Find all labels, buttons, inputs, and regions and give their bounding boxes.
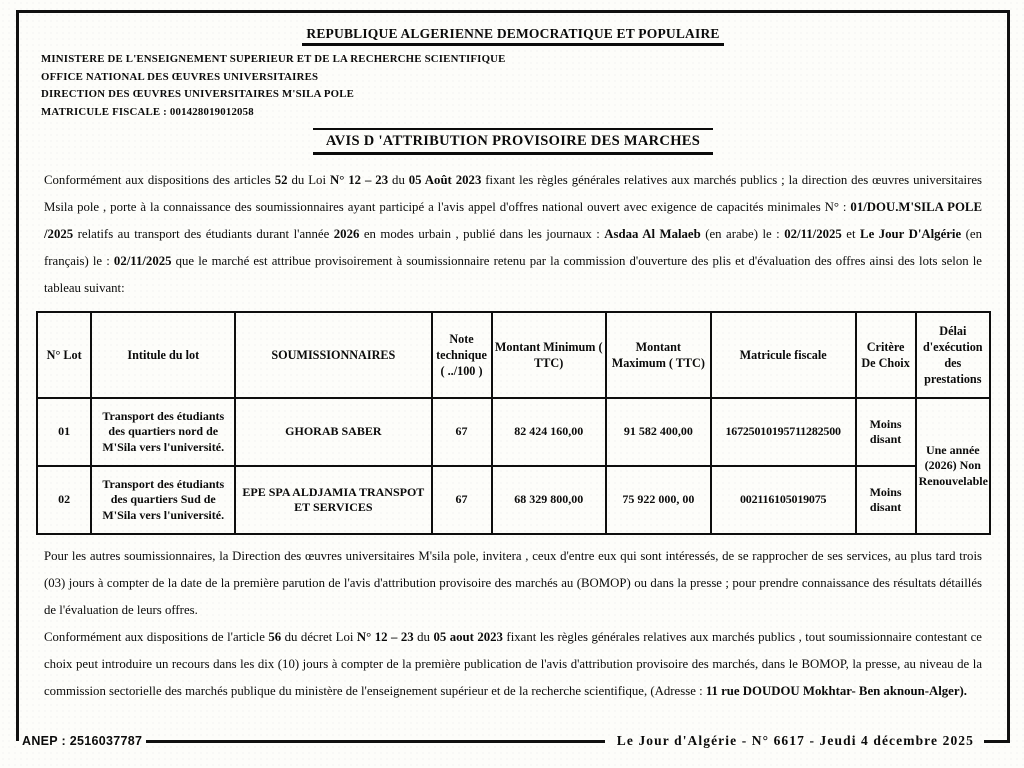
- table-row-lot-01: [37, 398, 990, 466]
- anep-number: ANEP : 2516037787: [22, 734, 143, 748]
- matricule-fiscale: 16725010195711282500: [711, 398, 856, 466]
- header-montant-max: Montant Maximum ( TTC): [606, 312, 711, 398]
- table-header-row: [37, 312, 990, 398]
- intro-paragraph: Conformément aux dispositions des articles 52 du Loi N° 12 – 23 du 05 Août 2023 fixant les règles générales relatives aux marchés publics ; la direction des œuvres universitaires Msila pole , porte à la connaissance des soumissionnaires ayant participé a l'avis appel d'offres national ouvert avec exigence de capacités minimales N° : 01/DOU.M'SILA POLE /2025 relatifs au transport des étudiants durant l'année 2026 en modes urbain , publié dans les journaux : Asdaa Al Malaeb (en arabe) le : 02/11/2025 et Le Jour D'Algérie (en français) le : 02/11/2025 que le marché est attribue provisoirement à soumissionnaire retenu par la commission d'ouverture des plis et d'évaluation des offres ainsi des lots selon le tableau suivant:: [44, 173, 983, 295]
- office-line: OFFICE NATIONAL DES ŒUVRES UNIVERSITAIRES: [41, 70, 319, 83]
- journal-reference: Le Jour d'Algérie - N° 6617 - Jeudi 4 décembre 2025: [616, 733, 974, 748]
- administrative-header: [19, 49, 1007, 121]
- lot-number: 01: [37, 398, 91, 466]
- notice-title-block: [313, 128, 713, 155]
- direction-line: DIRECTION DES ŒUVRES UNIVERSITAIRES M'SILA POLE: [41, 88, 355, 100]
- soumissionnaire: GHORAB SABER: [235, 398, 431, 466]
- header-critere: Critère De Choix: [856, 312, 916, 398]
- footer: [16, 731, 1010, 751]
- footer-corner-line: [984, 740, 1010, 743]
- critere-de-choix: Moins disant: [856, 398, 916, 466]
- notice-title: AVIS D 'ATTRIBUTION PROVISOIRE DES MARCHES: [325, 133, 701, 149]
- recourse-paragraph: Conformément aux dispositions de l'article 56 du décret Loi N° 12 – 23 du 05 aout 2023 fixant les règles générales relatives aux marchés publics , tout soumissionnaire contestant ce choix peut introduire un recours dans les dix (10) jours à compter de la première publication de l'avis d'attribution provisoire des marchés, dans le BOMOP, la presse, au niveau de la commission sectorielle des marchés publique du ministère de l'enseignement supérieur et de la recherche scientifique, (Adresse : 11 rue DOUDOU Mokhtar- Ben aknoun-Alger).: [44, 630, 982, 698]
- header-soumissionnaires: SOUMISSIONNAIRES: [235, 312, 431, 398]
- lots-table: [36, 311, 991, 535]
- note-technique: 67: [432, 398, 492, 466]
- montant-maximum: 91 582 400,00: [606, 398, 711, 466]
- document-border-frame: [16, 10, 1010, 741]
- lot-intitule: Transport des étudiants des quartiers nord de M'Sila vers l'université.: [91, 398, 235, 466]
- lot-number: 02: [37, 466, 91, 534]
- matricule-fiscale: 002116105019075: [711, 466, 856, 534]
- montant-minimum: 68 329 800,00: [492, 466, 606, 534]
- header-matricule-fiscale: Matricule fiscale: [711, 312, 856, 398]
- header-delai: Délai d'exécution des prestations: [916, 312, 990, 398]
- delai-execution: Une année (2026) Non Renouvelable: [916, 398, 990, 534]
- header-montant-min: Montant Minimum ( TTC): [492, 312, 606, 398]
- lot-intitule: Transport des étudiants des quartiers Sud de M'Sila vers l'université.: [91, 466, 235, 534]
- header-note-technique: Note technique ( ../100 ): [432, 312, 492, 398]
- soumissionnaire: EPE SPA ALDJAMIA TRANSPOT ET SERVICES: [235, 466, 431, 534]
- montant-minimum: 82 424 160,00: [492, 398, 606, 466]
- matricule-fiscale-line: MATRICULE FISCALE : 001428019012058: [41, 105, 254, 118]
- ministry-line: MINISTERE DE L'ENSEIGNEMENT SUPERIEUR ET DE LA RECHERCHE SCIENTIFIQUE: [41, 53, 506, 65]
- footer-divider-line: [146, 740, 605, 743]
- critere-de-choix: Moins disant: [856, 466, 916, 534]
- other-bidders-paragraph: Pour les autres soumissionnaires, la Direction des œuvres universitaires M'sila pole, invitera , ceux d'entre eux qui sont intéressés, de se rapprocher de ses services, au plus tard trois (03) jours à compter de la date de la première parution de l'avis d'attribution provisoire des marchés au (BOMOP) ou dans la presse ; pour prendre connaissance des résultats détaillés de l'évaluation de leurs offres.: [44, 549, 982, 617]
- table-row-lot-02: [37, 466, 990, 534]
- header-intitule: Intitule du lot: [91, 312, 235, 398]
- montant-maximum: 75 922 000, 00: [606, 466, 711, 534]
- republic-title: REPUBLIQUE ALGERIENNE DEMOCRATIQUE ET POPULAIRE: [302, 26, 723, 46]
- header-lot-number: N° Lot: [37, 312, 91, 398]
- note-technique: 67: [432, 466, 492, 534]
